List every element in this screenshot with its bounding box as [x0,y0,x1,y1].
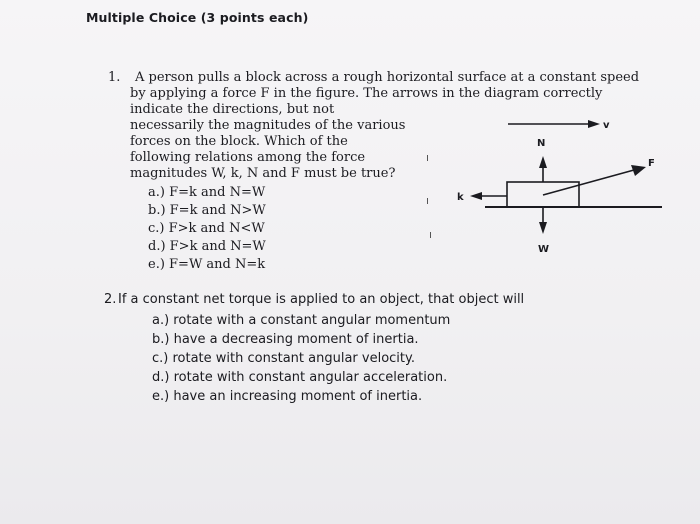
question-2-number: 2. [104,292,117,307]
friction-force-arrowhead [470,192,482,200]
question-1-number: 1. [108,70,121,85]
question-1-option-d[interactable]: d.) F>k and N=W [148,239,266,254]
question-1-line: indicate the directions, but not [130,102,335,117]
question-1-line: necessarily the magnitudes of the various [130,118,406,133]
normal-force-arrowhead [539,156,547,168]
question-1-option-a[interactable]: a.) F=k and N=W [148,185,266,200]
weight-arrowhead [539,222,547,234]
applied-force-arrowhead [631,165,646,176]
velocity-label: v [603,120,610,131]
question-2-stem: If a constant net torque is applied to an object, that object will [118,292,525,307]
question-2-option-b[interactable]: b.) have a decreasing moment of inertia. [152,332,419,347]
question-2-option-d[interactable]: d.) rotate with constant angular acceleration. [152,370,448,385]
question-1-line: A person pulls a block across a rough horizontal surface at a constant speed [135,70,640,85]
question-1-line: forces on the block. Which of the [130,134,348,149]
weight-label: W [538,244,550,255]
question-1-line: following relations among the force [130,150,366,165]
question-1-option-b[interactable]: b.) F=k and N>W [148,203,266,218]
normal-force-label: N [537,138,546,149]
force-diagram [410,110,680,260]
question-2-option-e[interactable]: e.) have an increasing moment of inertia. [152,389,423,404]
question-1-option-e[interactable]: e.) F=W and N=k [148,257,266,272]
question-2-option-c[interactable]: c.) rotate with constant angular velocity. [152,351,415,366]
question-1-line: by applying a force F in the figure. The arrows in the diagram correctly [130,86,603,101]
question-1-option-c[interactable]: c.) F>k and N<W [148,221,265,236]
applied-force-label: F [648,158,655,169]
velocity-arrowhead [588,120,600,128]
question-2-option-a[interactable]: a.) rotate with a constant angular momentum [152,313,451,328]
friction-force-label: k [457,192,464,203]
section-header: Multiple Choice (3 points each) [86,10,309,25]
question-1-line: magnitudes W, k, N and F must be true? [130,166,396,181]
